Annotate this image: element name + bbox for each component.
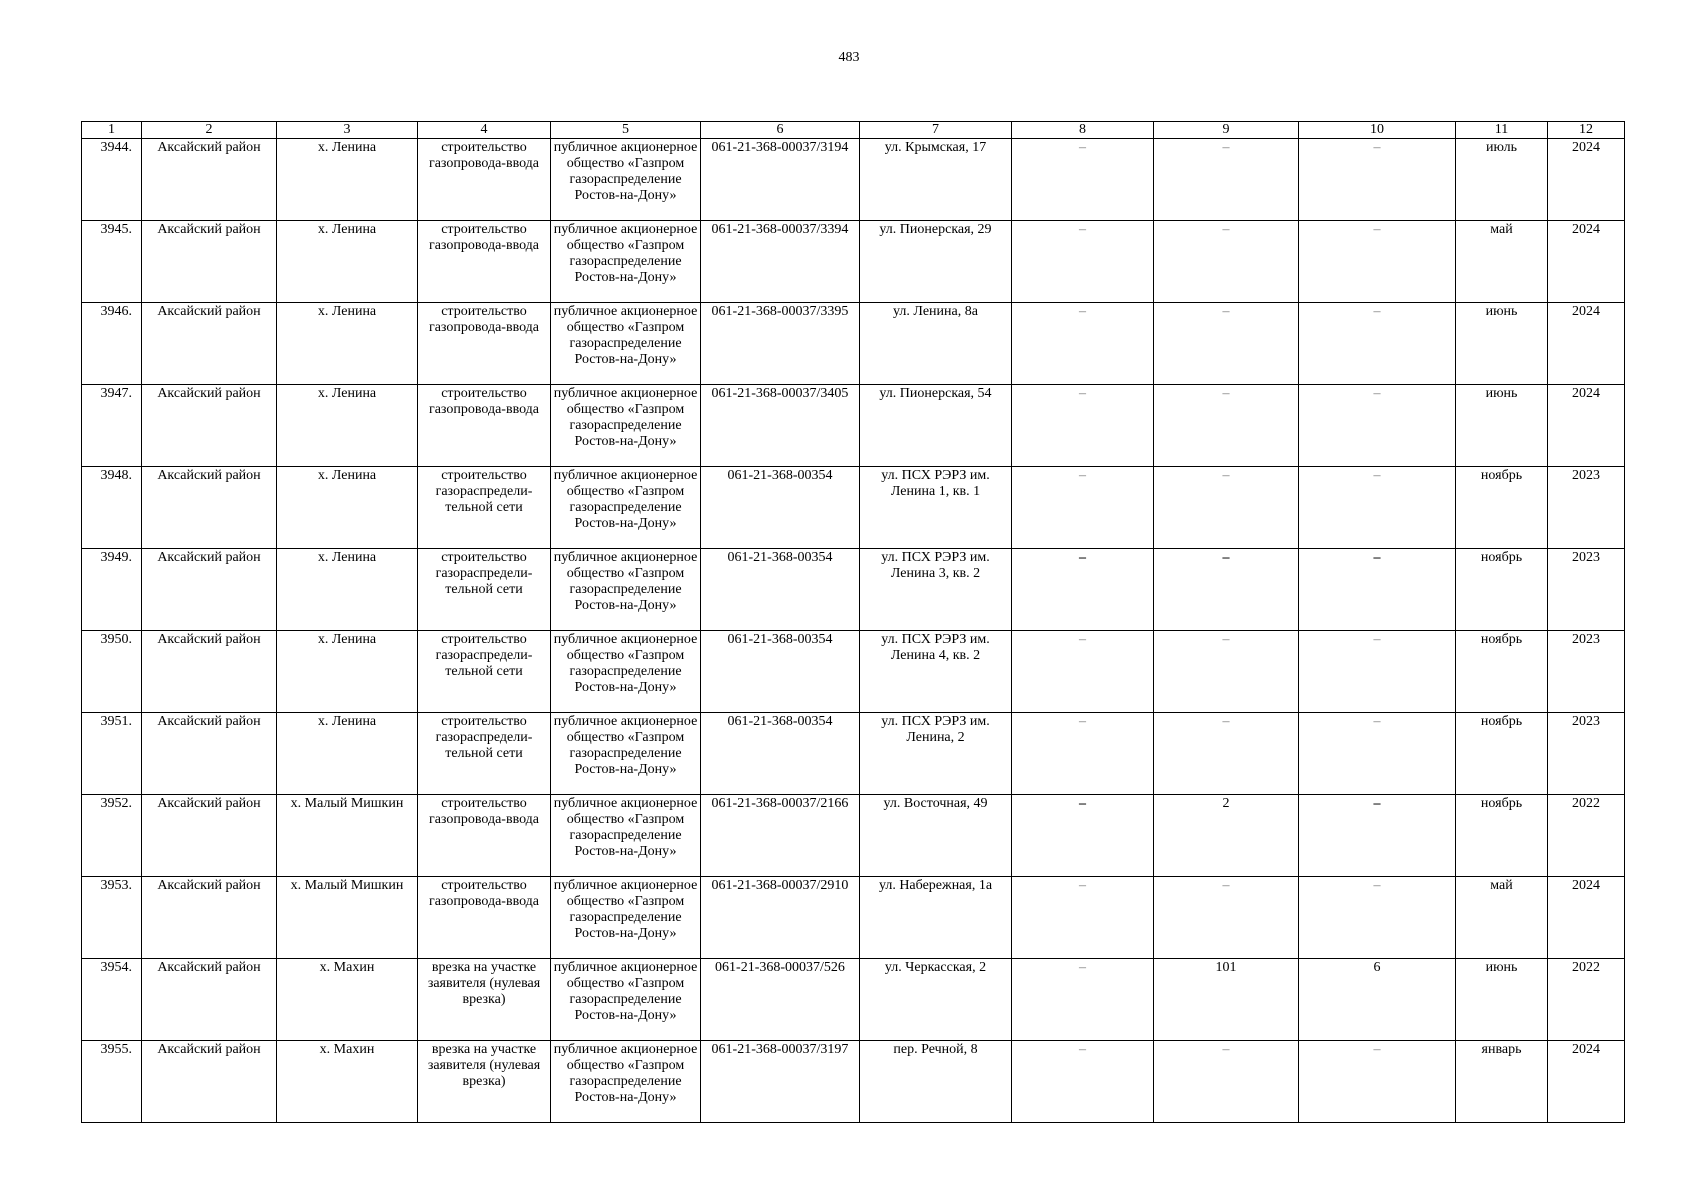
table-row	[82, 713, 1625, 795]
value-col9-cell: –	[1154, 139, 1299, 221]
address-cell: ул. Набережная, 1а	[860, 877, 1012, 959]
month-cell: ноябрь	[1456, 713, 1548, 795]
table-row	[82, 549, 1625, 631]
value-col9-cell: –	[1154, 877, 1299, 959]
value-col10-cell: –	[1299, 631, 1456, 713]
work-type-cell: строительство газораспредели-тельной сети	[418, 631, 551, 713]
record-number-cell: 3950.	[82, 631, 142, 713]
table-row	[82, 303, 1625, 385]
district-cell: Аксайский район	[142, 221, 277, 303]
organization-cell: публичное акционерное общество «Газпром газораспределение Ростов-на-Дону»	[551, 959, 701, 1041]
district-cell: Аксайский район	[142, 1041, 277, 1123]
organization-cell: публичное акционерное общество «Газпром газораспределение Ростов-на-Дону»	[551, 713, 701, 795]
district-cell: Аксайский район	[142, 139, 277, 221]
table-row	[82, 385, 1625, 467]
month-cell: январь	[1456, 1041, 1548, 1123]
organization-cell: публичное акционерное общество «Газпром газораспределение Ростов-на-Дону»	[551, 1041, 701, 1123]
request-number-cell: 061-21-368-00037/3394	[701, 221, 860, 303]
value-col9-cell: –	[1154, 385, 1299, 467]
address-cell: ул. Восточная, 49	[860, 795, 1012, 877]
work-type-cell: строительство газораспредели-тельной сети	[418, 713, 551, 795]
year-cell: 2023	[1548, 467, 1625, 549]
value-col9-cell: –	[1154, 549, 1299, 631]
address-cell: ул. Пионерская, 29	[860, 221, 1012, 303]
organization-cell: публичное акционерное общество «Газпром газораспределение Ростов-на-Дону»	[551, 631, 701, 713]
column-header: 7	[860, 122, 1012, 139]
column-header: 3	[277, 122, 418, 139]
column-header: 8	[1012, 122, 1154, 139]
work-type-cell: строительство газопровода-ввода	[418, 303, 551, 385]
district-cell: Аксайский район	[142, 549, 277, 631]
district-cell: Аксайский район	[142, 795, 277, 877]
record-number-cell: 3944.	[82, 139, 142, 221]
table-row	[82, 877, 1625, 959]
address-cell: ул. ПСХ РЭРЗ им. Ленина 3, кв. 2	[860, 549, 1012, 631]
table-row	[82, 631, 1625, 713]
record-number-cell: 3945.	[82, 221, 142, 303]
value-col9-cell: –	[1154, 467, 1299, 549]
district-cell: Аксайский район	[142, 959, 277, 1041]
work-type-cell: строительство газопровода-ввода	[418, 795, 551, 877]
table-row	[82, 1041, 1625, 1123]
request-number-cell: 061-21-368-00037/3405	[701, 385, 860, 467]
page-number: 483	[838, 50, 860, 65]
settlement-cell: х. Ленина	[277, 713, 418, 795]
value-col8-cell: –	[1012, 877, 1154, 959]
value-col9-cell: 101	[1154, 959, 1299, 1041]
year-cell: 2023	[1548, 713, 1625, 795]
request-number-cell: 061-21-368-00037/3395	[701, 303, 860, 385]
organization-cell: публичное акционерное общество «Газпром газораспределение Ростов-на-Дону»	[551, 139, 701, 221]
work-type-cell: строительство газопровода-ввода	[418, 139, 551, 221]
settlement-cell: х. Ленина	[277, 139, 418, 221]
table-row	[82, 959, 1625, 1041]
organization-cell: публичное акционерное общество «Газпром газораспределение Ростов-на-Дону»	[551, 877, 701, 959]
settlement-cell: х. Малый Мишкин	[277, 795, 418, 877]
month-cell: июнь	[1456, 959, 1548, 1041]
month-cell: май	[1456, 221, 1548, 303]
month-cell: ноябрь	[1456, 549, 1548, 631]
request-number-cell: 061-21-368-00037/2166	[701, 795, 860, 877]
address-cell: ул. ПСХ РЭРЗ им. Ленина 4, кв. 2	[860, 631, 1012, 713]
settlement-cell: х. Ленина	[277, 631, 418, 713]
value-col8-cell: –	[1012, 221, 1154, 303]
month-cell: ноябрь	[1456, 795, 1548, 877]
record-number-cell: 3952.	[82, 795, 142, 877]
column-header: 11	[1456, 122, 1548, 139]
settlement-cell: х. Махин	[277, 959, 418, 1041]
request-number-cell: 061-21-368-00037/2910	[701, 877, 860, 959]
value-col10-cell: 6	[1299, 959, 1456, 1041]
request-number-cell: 061-21-368-00354	[701, 713, 860, 795]
value-col8-cell: –	[1012, 549, 1154, 631]
work-type-cell: строительство газораспредели-тельной сети	[418, 467, 551, 549]
year-cell: 2024	[1548, 221, 1625, 303]
table-row	[82, 221, 1625, 303]
request-number-cell: 061-21-368-00354	[701, 467, 860, 549]
request-number-cell: 061-21-368-00354	[701, 631, 860, 713]
record-number-cell: 3951.	[82, 713, 142, 795]
settlement-cell: х. Ленина	[277, 467, 418, 549]
value-col10-cell: –	[1299, 877, 1456, 959]
year-cell: 2024	[1548, 303, 1625, 385]
value-col9-cell: –	[1154, 221, 1299, 303]
organization-cell: публичное акционерное общество «Газпром газораспределение Ростов-на-Дону»	[551, 221, 701, 303]
registry-table	[81, 121, 1625, 1123]
month-cell: июль	[1456, 139, 1548, 221]
district-cell: Аксайский район	[142, 713, 277, 795]
settlement-cell: х. Ленина	[277, 385, 418, 467]
value-col9-cell: –	[1154, 303, 1299, 385]
organization-cell: публичное акционерное общество «Газпром газораспределение Ростов-на-Дону»	[551, 549, 701, 631]
organization-cell: публичное акционерное общество «Газпром газораспределение Ростов-на-Дону»	[551, 303, 701, 385]
address-cell: ул. ПСХ РЭРЗ им. Ленина 1, кв. 1	[860, 467, 1012, 549]
district-cell: Аксайский район	[142, 877, 277, 959]
organization-cell: публичное акционерное общество «Газпром газораспределение Ростов-на-Дону»	[551, 385, 701, 467]
work-type-cell: строительство газораспредели-тельной сети	[418, 549, 551, 631]
district-cell: Аксайский район	[142, 303, 277, 385]
address-cell: ул. ПСХ РЭРЗ им. Ленина, 2	[860, 713, 1012, 795]
address-cell: ул. Черкасская, 2	[860, 959, 1012, 1041]
value-col8-cell: –	[1012, 385, 1154, 467]
column-header: 9	[1154, 122, 1299, 139]
settlement-cell: х. Ленина	[277, 221, 418, 303]
table-body	[82, 122, 1625, 1123]
value-col10-cell: –	[1299, 303, 1456, 385]
record-number-cell: 3947.	[82, 385, 142, 467]
year-cell: 2024	[1548, 1041, 1625, 1123]
value-col10-cell: –	[1299, 795, 1456, 877]
request-number-cell: 061-21-368-00037/526	[701, 959, 860, 1041]
value-col8-cell: –	[1012, 467, 1154, 549]
address-cell: ул. Ленина, 8а	[860, 303, 1012, 385]
year-cell: 2024	[1548, 139, 1625, 221]
record-number-cell: 3948.	[82, 467, 142, 549]
record-number-cell: 3955.	[82, 1041, 142, 1123]
settlement-cell: х. Махин	[277, 1041, 418, 1123]
value-col10-cell: –	[1299, 385, 1456, 467]
value-col8-cell: –	[1012, 959, 1154, 1041]
value-col8-cell: –	[1012, 303, 1154, 385]
request-number-cell: 061-21-368-00037/3197	[701, 1041, 860, 1123]
value-col8-cell: –	[1012, 139, 1154, 221]
value-col8-cell: –	[1012, 631, 1154, 713]
year-cell: 2023	[1548, 549, 1625, 631]
year-cell: 2022	[1548, 959, 1625, 1041]
value-col10-cell: –	[1299, 139, 1456, 221]
address-cell: ул. Пионерская, 54	[860, 385, 1012, 467]
organization-cell: публичное акционерное общество «Газпром газораспределение Ростов-на-Дону»	[551, 795, 701, 877]
value-col9-cell: 2	[1154, 795, 1299, 877]
work-type-cell: строительство газопровода-ввода	[418, 385, 551, 467]
column-header: 5	[551, 122, 701, 139]
value-col9-cell: –	[1154, 631, 1299, 713]
year-cell: 2023	[1548, 631, 1625, 713]
month-cell: май	[1456, 877, 1548, 959]
column-number-row	[82, 122, 1625, 139]
column-header: 10	[1299, 122, 1456, 139]
year-cell: 2022	[1548, 795, 1625, 877]
value-col10-cell: –	[1299, 549, 1456, 631]
value-col8-cell: –	[1012, 713, 1154, 795]
district-cell: Аксайский район	[142, 467, 277, 549]
district-cell: Аксайский район	[142, 385, 277, 467]
organization-cell: публичное акционерное общество «Газпром газораспределение Ростов-на-Дону»	[551, 467, 701, 549]
work-type-cell: строительство газопровода-ввода	[418, 221, 551, 303]
record-number-cell: 3949.	[82, 549, 142, 631]
record-number-cell: 3953.	[82, 877, 142, 959]
address-cell: пер. Речной, 8	[860, 1041, 1012, 1123]
value-col9-cell: –	[1154, 1041, 1299, 1123]
year-cell: 2024	[1548, 877, 1625, 959]
year-cell: 2024	[1548, 385, 1625, 467]
value-col10-cell: –	[1299, 713, 1456, 795]
column-header: 2	[142, 122, 277, 139]
settlement-cell: х. Малый Мишкин	[277, 877, 418, 959]
value-col8-cell: –	[1012, 795, 1154, 877]
work-type-cell: строительство газопровода-ввода	[418, 877, 551, 959]
month-cell: июнь	[1456, 303, 1548, 385]
settlement-cell: х. Ленина	[277, 549, 418, 631]
month-cell: ноябрь	[1456, 467, 1548, 549]
value-col10-cell: –	[1299, 221, 1456, 303]
month-cell: ноябрь	[1456, 631, 1548, 713]
request-number-cell: 061-21-368-00037/3194	[701, 139, 860, 221]
district-cell: Аксайский район	[142, 631, 277, 713]
column-header: 12	[1548, 122, 1625, 139]
table-row	[82, 795, 1625, 877]
work-type-cell: врезка на участке заявителя (нулевая врезка)	[418, 1041, 551, 1123]
value-col10-cell: –	[1299, 467, 1456, 549]
column-header: 6	[701, 122, 860, 139]
value-col8-cell: –	[1012, 1041, 1154, 1123]
record-number-cell: 3946.	[82, 303, 142, 385]
table-row	[82, 467, 1625, 549]
column-header: 1	[82, 122, 142, 139]
request-number-cell: 061-21-368-00354	[701, 549, 860, 631]
settlement-cell: х. Ленина	[277, 303, 418, 385]
table-row	[82, 139, 1625, 221]
column-header: 4	[418, 122, 551, 139]
value-col9-cell: –	[1154, 713, 1299, 795]
record-number-cell: 3954.	[82, 959, 142, 1041]
address-cell: ул. Крымская, 17	[860, 139, 1012, 221]
value-col10-cell: –	[1299, 1041, 1456, 1123]
work-type-cell: врезка на участке заявителя (нулевая врезка)	[418, 959, 551, 1041]
month-cell: июнь	[1456, 385, 1548, 467]
